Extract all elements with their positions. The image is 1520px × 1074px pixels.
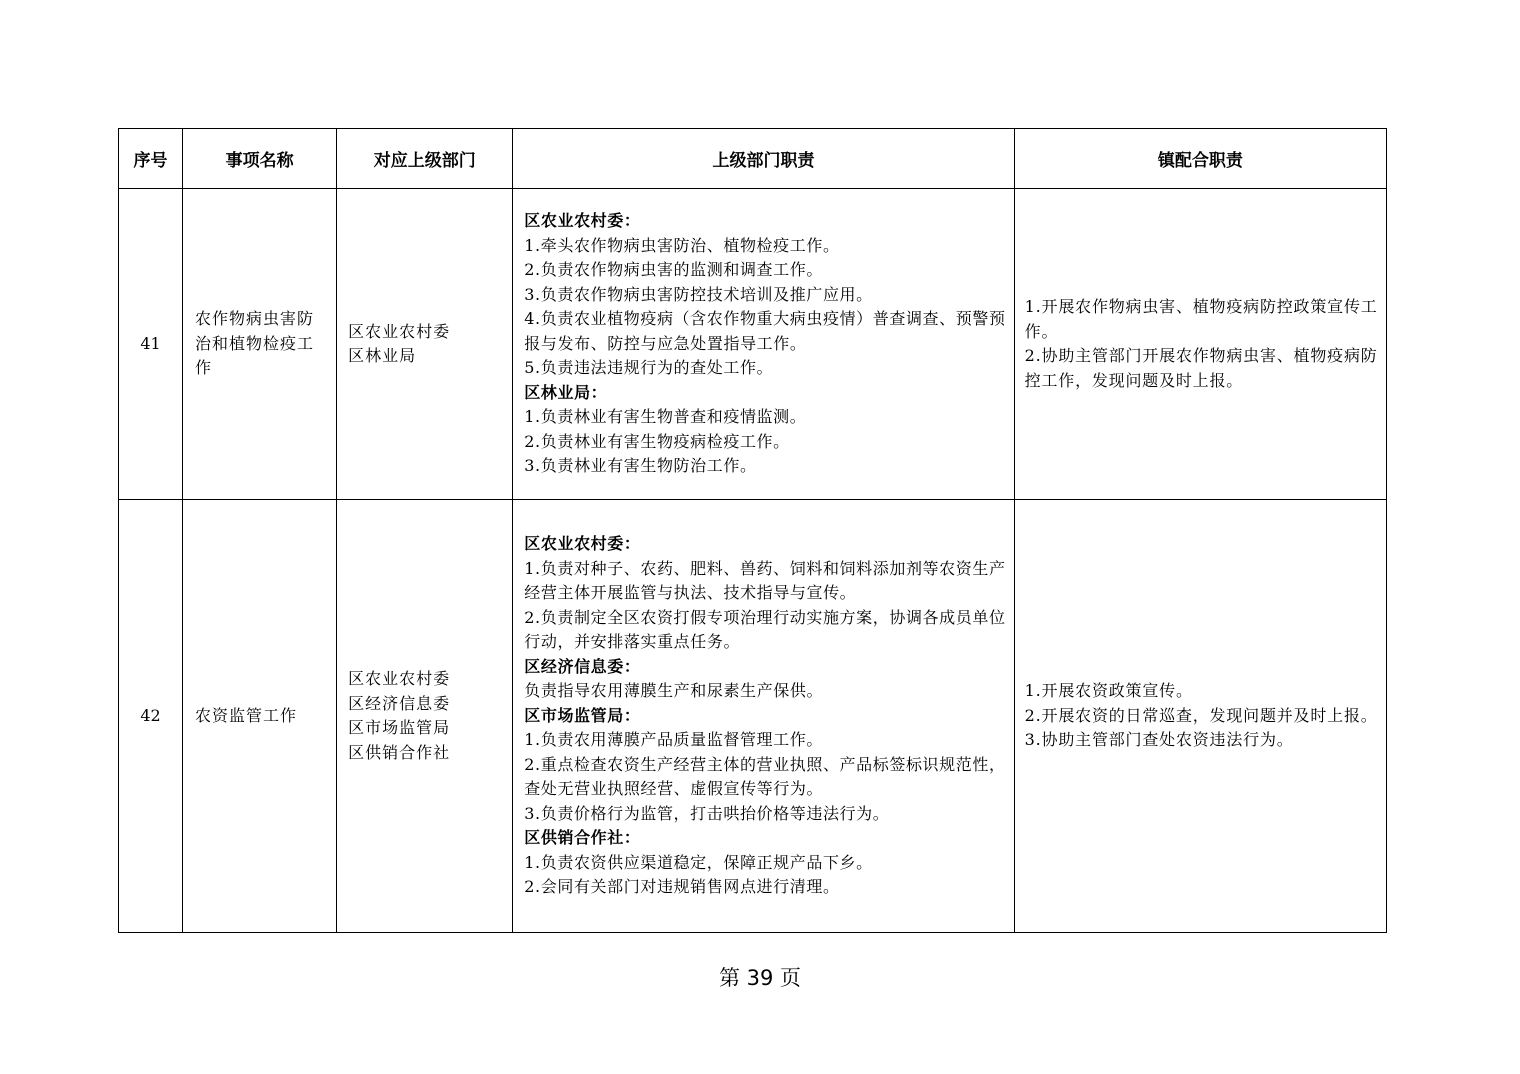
town-duty-item: 2.协助主管部门开展农作物病虫害、植物疫病防控工作，发现问题及时上报。 xyxy=(1024,346,1378,390)
town-duty-item: 3.协助主管部门查处农资违法行为。 xyxy=(1024,730,1294,750)
item-name: 农资监管工作 xyxy=(183,500,337,933)
item-name: 农作物病虫害防治和植物检疫工作 xyxy=(183,189,337,500)
duty-item: 2.会同有关部门对违规销售网点进行清理。 xyxy=(524,877,840,897)
header-town-duties: 镇配合职责 xyxy=(1014,129,1386,189)
row-number: 42 xyxy=(119,500,183,933)
town-duty-item: 2.开展农资的日常巡查，发现问题并及时上报。 xyxy=(1024,705,1378,725)
header-item-name: 事项名称 xyxy=(183,129,337,189)
duty-department-heading: 区林业局： xyxy=(524,382,608,402)
town-duty-item: 1.开展农作物病虫害、植物疫病防控政策宣传工作。 xyxy=(1024,297,1378,341)
header-serial-number: 序号 xyxy=(119,129,183,189)
town-duties-cell xyxy=(1014,500,1386,933)
duty-item: 1.负责林业有害生物普查和疫情监测。 xyxy=(524,407,807,427)
duty-item: 5.负责违法违规行为的查处工作。 xyxy=(524,358,774,378)
table-header-row xyxy=(119,129,1387,189)
duty-department-heading: 区市场监管局： xyxy=(524,705,641,725)
upper-duties-cell xyxy=(513,189,1014,500)
duty-item: 负责指导农用薄膜生产和尿素生产保供。 xyxy=(524,681,824,701)
duty-item: 4.负责农业植物疫病（含农作物重大病虫疫情）普查调查、预警预报与发布、防控与应急处置指导工作。 xyxy=(524,309,1006,353)
department-list xyxy=(337,500,513,933)
town-duty-item: 1.开展农资政策宣传。 xyxy=(1024,681,1193,701)
duty-item: 2.重点检查农资生产经营主体的营业执照、产品标签标识规范性，查处无营业执照经营、虚假宣传等行为。 xyxy=(524,754,1006,799)
duty-item: 3.负责农作物病虫害防控技术培训及推广应用。 xyxy=(524,284,873,304)
duty-item: 1.负责农资供应渠道稳定，保障正规产品下乡。 xyxy=(524,852,873,872)
department-entry: 区经济信息委 xyxy=(348,693,451,713)
duty-department-heading: 区农业农村委： xyxy=(524,534,641,554)
department-list xyxy=(337,189,513,500)
department-entry: 区供销合作社 xyxy=(348,742,451,762)
duty-item: 1.负责农用薄膜产品质量监督管理工作。 xyxy=(524,730,823,750)
duty-item: 2.负责林业有害生物疫病检疫工作。 xyxy=(524,431,790,451)
duty-item: 3.负责价格行为监管，打击哄抬价格等违法行为。 xyxy=(524,803,890,823)
department-entry: 区农业农村委 xyxy=(348,321,451,341)
duty-item: 2.负责农作物病虫害的监测和调查工作。 xyxy=(524,260,823,280)
duty-table xyxy=(118,128,1387,933)
upper-duties-cell xyxy=(513,500,1014,933)
duty-item: 1.负责对种子、农药、肥料、兽药、饲料和饲料添加剂等农资生产经营主体开展监管与执法、技术指导与宣传。 xyxy=(524,558,1006,603)
duty-item: 2.负责制定全区农资打假专项治理行动实施方案，协调各成员单位行动，并安排落实重点任务。 xyxy=(524,607,1006,652)
town-duties-cell xyxy=(1014,189,1386,500)
department-entry: 区市场监管局 xyxy=(348,718,451,737)
duty-department-heading: 区供销合作社： xyxy=(524,828,641,848)
page-number: 第 39 页 xyxy=(718,966,802,990)
duty-item: 3.负责林业有害生物防治工作。 xyxy=(524,456,757,476)
table-row xyxy=(119,189,1387,500)
row-number: 41 xyxy=(119,189,183,500)
header-upper-department: 对应上级部门 xyxy=(337,129,513,189)
duty-department-heading: 区农业农村委： xyxy=(524,211,641,231)
duty-department-heading: 区经济信息委： xyxy=(524,656,641,676)
duty-item: 1.牵头农作物病虫害防治、植物检疫工作。 xyxy=(524,235,840,255)
header-upper-duties: 上级部门职责 xyxy=(513,129,1014,189)
department-entry: 区农业农村委 xyxy=(348,669,451,688)
table-row xyxy=(119,500,1387,933)
department-entry: 区林业局 xyxy=(348,346,417,365)
